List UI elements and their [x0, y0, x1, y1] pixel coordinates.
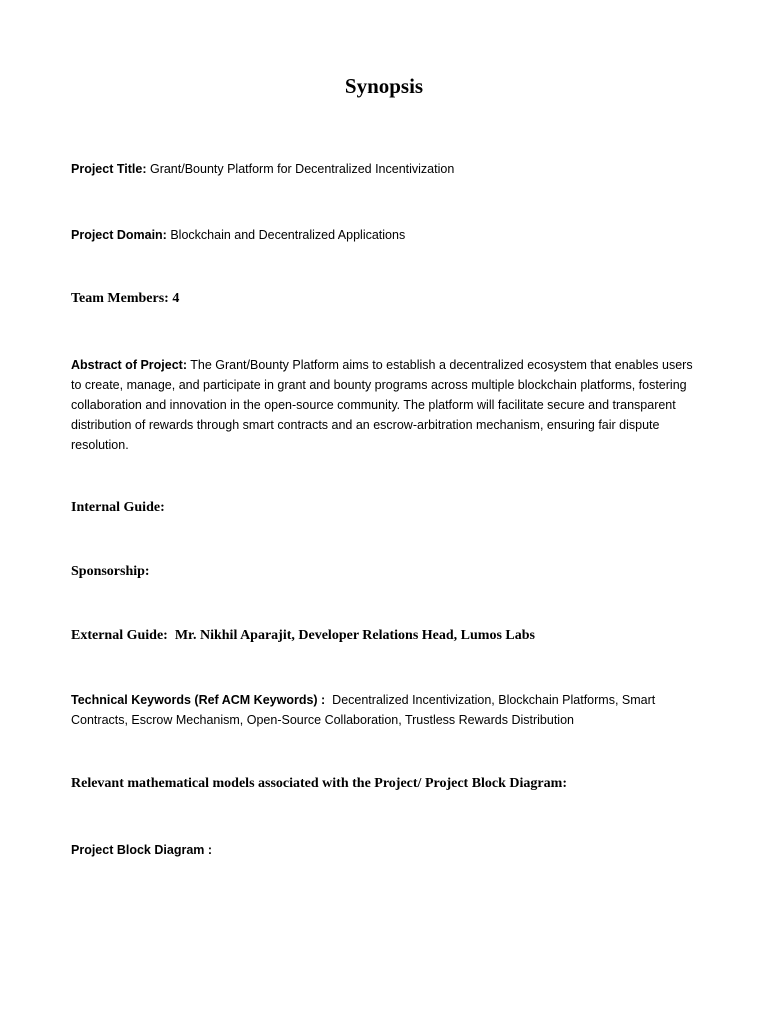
project-domain-label: Project Domain:	[71, 228, 167, 242]
project-domain-row	[71, 225, 706, 245]
team-members-row	[71, 289, 706, 309]
team-members-value: 4	[172, 291, 180, 306]
team-members-label: Team Members:	[71, 291, 169, 306]
project-title-row	[71, 159, 706, 179]
technical-keywords-paragraph	[71, 690, 701, 730]
block-diagram-label: Project Block Diagram :	[71, 843, 213, 857]
document-title: Synopsis	[344, 74, 424, 98]
external-guide-value: Mr. Nikhil Aparajit, Developer Relations Head, Lumos Labs	[174, 628, 535, 643]
technical-keywords-label: Technical Keywords (Ref ACM Keywords) :	[71, 693, 326, 707]
external-guide-row	[71, 626, 706, 646]
project-title-label: Project Title:	[71, 162, 147, 176]
internal-guide-label: Internal Guide:	[71, 500, 165, 515]
abstract-paragraph	[71, 355, 701, 455]
external-guide-label: External Guide:	[71, 628, 168, 643]
sponsorship-label: Sponsorship:	[71, 564, 150, 579]
technical-keywords-value: Decentralized Incentivization, Blockchain Platforms, Smart Contracts, Escrow Mechanism, Open-Source Collaboration, Trustless Rewards Distribution	[71, 693, 656, 727]
project-domain-value: Blockchain and Decentralized Applications	[170, 228, 406, 242]
abstract-text: The Grant/Bounty Platform aims to establish a decentralized ecosystem that enables users to create, manage, and participate in grant and bounty programs across multiple blockchain platforms, fostering collaboration and innovation in the open-source community. The platform will facilitate secure and transparent distribution of rewards through smart contracts and an escrow-arbitration mechanism, ensuring fair dispute resolution.	[71, 358, 693, 452]
project-title-value: Grant/Bounty Platform for Decentralized Incentivization	[149, 162, 455, 176]
math-models-heading: Relevant mathematical models associated with the Project/ Project Block Diagram:	[71, 776, 567, 791]
abstract-label: Abstract of Project:	[71, 358, 187, 372]
